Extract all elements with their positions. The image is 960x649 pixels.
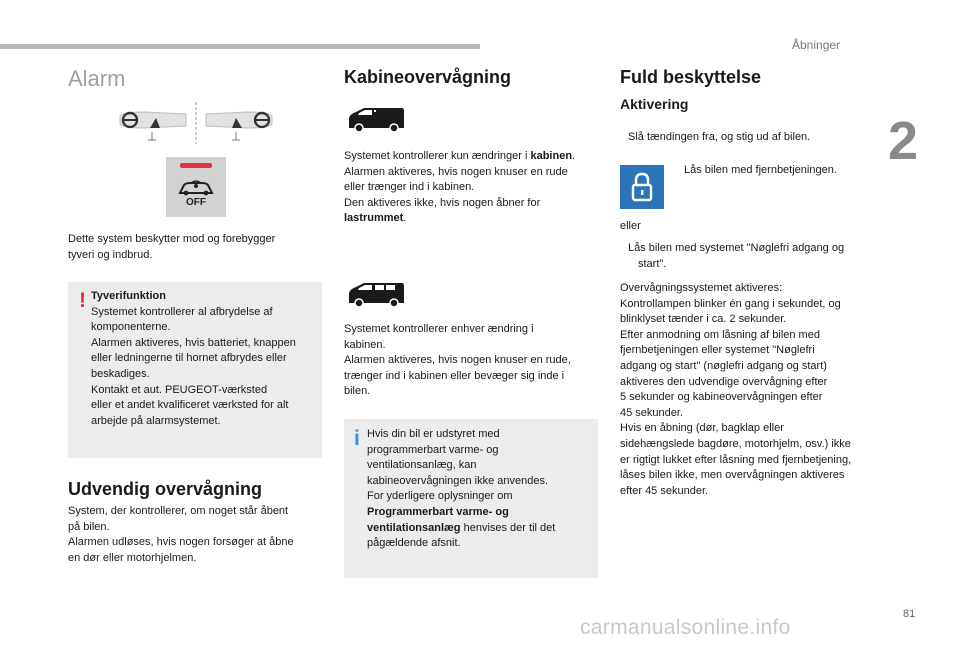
text-line: adgang og start" (nøglefri adgang og start) <box>620 359 827 372</box>
text-span: Systemet kontrollerer kun ændringer i <box>344 150 531 162</box>
text-line: kabineovervågningen ikke anvendes. <box>367 474 549 487</box>
step-text: Slå tændingen fra, og stig ud af bilen. <box>628 131 811 143</box>
bold-term: kabinen <box>530 150 573 162</box>
text-line: tyveri og indbrud. <box>68 248 153 261</box>
text-line: kabinen. <box>344 338 386 351</box>
text-line: fjernbetjeningen eller systemet "Nøglefri <box>620 344 815 357</box>
text-line: en dør eller motorhjelmen. <box>68 551 197 564</box>
step-text: Lås bilen med fjernbetjeningen. <box>684 164 837 176</box>
step-text: Lås bilen med systemet "Nøglefri adgang og <box>628 242 845 254</box>
text-span: henvises der til det <box>460 521 556 534</box>
text-line: aktiveres den udvendige overvågning efter <box>620 375 828 388</box>
step-2 <box>676 163 876 179</box>
warning-title: Tyverifunktion <box>91 290 166 302</box>
text-line: er rigtigt lukket efter låsning med fjernbetjening, <box>620 453 852 466</box>
text-line: Kontrollampen blinker én gang i sekundet, og <box>620 297 841 310</box>
warning-exclamation-icon: ! <box>79 289 86 312</box>
alarm-title: Alarm <box>68 66 126 91</box>
text-line: låses bilen ikke, men overvågningen aktiveres <box>620 469 845 482</box>
off-label: OFF <box>186 197 206 208</box>
text-line: Systemet kontrollerer enhver ændring i <box>344 323 534 335</box>
text-line: eller ledningerne til hornet afbrydes eller <box>91 352 287 365</box>
watermark: carmanualsonline.info <box>580 616 791 639</box>
text-line: på bilen. <box>68 520 110 533</box>
text-line <box>367 521 593 537</box>
text-line: Hvis din bil er udstyret med <box>367 428 500 440</box>
text-line <box>620 241 890 257</box>
text-line: For yderligere oplysninger om <box>367 490 513 503</box>
car-doors-diagram <box>116 102 276 155</box>
kabine-paragraph-1 <box>344 149 598 227</box>
van-cabin-icon <box>346 106 406 134</box>
text-line: blinklyset tænder i ca. 2 sekunder. <box>620 313 787 326</box>
text-line: 45 sekunder. <box>620 406 683 419</box>
van-passenger-icon <box>346 281 406 309</box>
text-line: Alarmen aktiveres, hvis batteriet, knappen <box>91 336 296 349</box>
text-line: sidehængslede bagdøre, motorhjelm, osv.) ikke <box>620 437 851 450</box>
udvendig-title: Udvendig overvågning <box>68 479 263 499</box>
aktivering-subtitle: Aktivering <box>620 96 689 112</box>
text-line: eller et andet kvalificeret værksted for alt <box>91 399 289 412</box>
info-text <box>367 427 593 552</box>
text-line: arbejde på alarmsystemet. <box>91 414 221 427</box>
page-number: 81 <box>903 608 916 620</box>
text-line: 5 sekunder og kabineovervågningen efter <box>620 391 823 404</box>
van-icon-container <box>346 106 406 134</box>
text-line: Efter anmodning om låsning af bilen med <box>620 328 820 341</box>
header-bar <box>0 44 480 49</box>
text-line: System, der kontrollerer, om noget står åbent <box>68 505 289 517</box>
fuld-body <box>620 281 890 499</box>
text-line: efter 45 sekunder. <box>620 484 709 497</box>
text-line: start". <box>638 257 667 270</box>
info-icon: i <box>354 427 360 450</box>
text-line: programmerbart varme- og <box>367 443 499 456</box>
text-line: komponenterne. <box>91 321 171 334</box>
text-span: . <box>403 212 407 225</box>
text-line: eller trænger ind i kabinen. <box>344 181 475 194</box>
text-line: Den aktiveres ikke, hvis nogen åbner for <box>344 196 541 209</box>
text-line <box>367 505 593 521</box>
text-line: ventilationsanlæg, kan <box>367 459 477 472</box>
step-1 <box>620 130 880 146</box>
section-title: Åbninger <box>792 38 841 52</box>
text-span: . <box>572 150 576 162</box>
kabine-paragraph-2 <box>344 322 598 400</box>
car-open-doors-icon <box>116 102 276 150</box>
bold-term: ventilationsanlæg <box>367 521 461 534</box>
text-line: bilen. <box>344 385 371 398</box>
car-alarm-icon <box>176 179 216 197</box>
udvendig-text <box>68 504 322 566</box>
or-text: eller <box>620 220 641 232</box>
text-line: Alarmen udløses, hvis nogen forsøger at åbne <box>68 536 294 549</box>
text-line: beskadiges. <box>91 367 150 380</box>
bold-term: Programmerbart varme- og <box>367 505 509 518</box>
text-line: Systemet kontrollerer al afbrydelse af <box>91 305 273 318</box>
text-line: Overvågningssystemet aktiveres: <box>620 282 783 294</box>
alarm-led-indicator <box>180 163 212 168</box>
text-line: Dette system beskytter mod og forebygger <box>68 233 276 245</box>
padlock-icon <box>620 165 664 209</box>
text-line: Hvis en åbning (dør, bagklap eller <box>620 422 784 435</box>
text-line: Kontakt et aut. PEUGEOT-værksted <box>91 383 268 396</box>
van-pax-icon-container <box>346 281 406 309</box>
alarm-intro <box>68 232 322 263</box>
text-line <box>344 149 598 165</box>
text-line: pågældende afsnit. <box>367 537 461 550</box>
chapter-number: 2 <box>888 111 919 171</box>
kabine-title: Kabineovervågning <box>344 67 512 87</box>
lock-button-tile <box>620 165 664 209</box>
step-3 <box>620 241 890 272</box>
text-line <box>344 211 598 227</box>
text-line: Alarmen aktiveres, hvis nogen knuser en rude <box>344 165 568 178</box>
alarm-off-button <box>166 157 226 217</box>
warning-text <box>91 289 323 429</box>
text-line: Alarmen aktiveres, hvis nogen knuser en rude, <box>344 354 571 367</box>
fuld-title: Fuld beskyttelse <box>620 67 762 87</box>
bold-term: lastrummet <box>344 212 404 225</box>
text-line: trænger ind i kabinen eller bevæger sig inde i <box>344 369 565 382</box>
